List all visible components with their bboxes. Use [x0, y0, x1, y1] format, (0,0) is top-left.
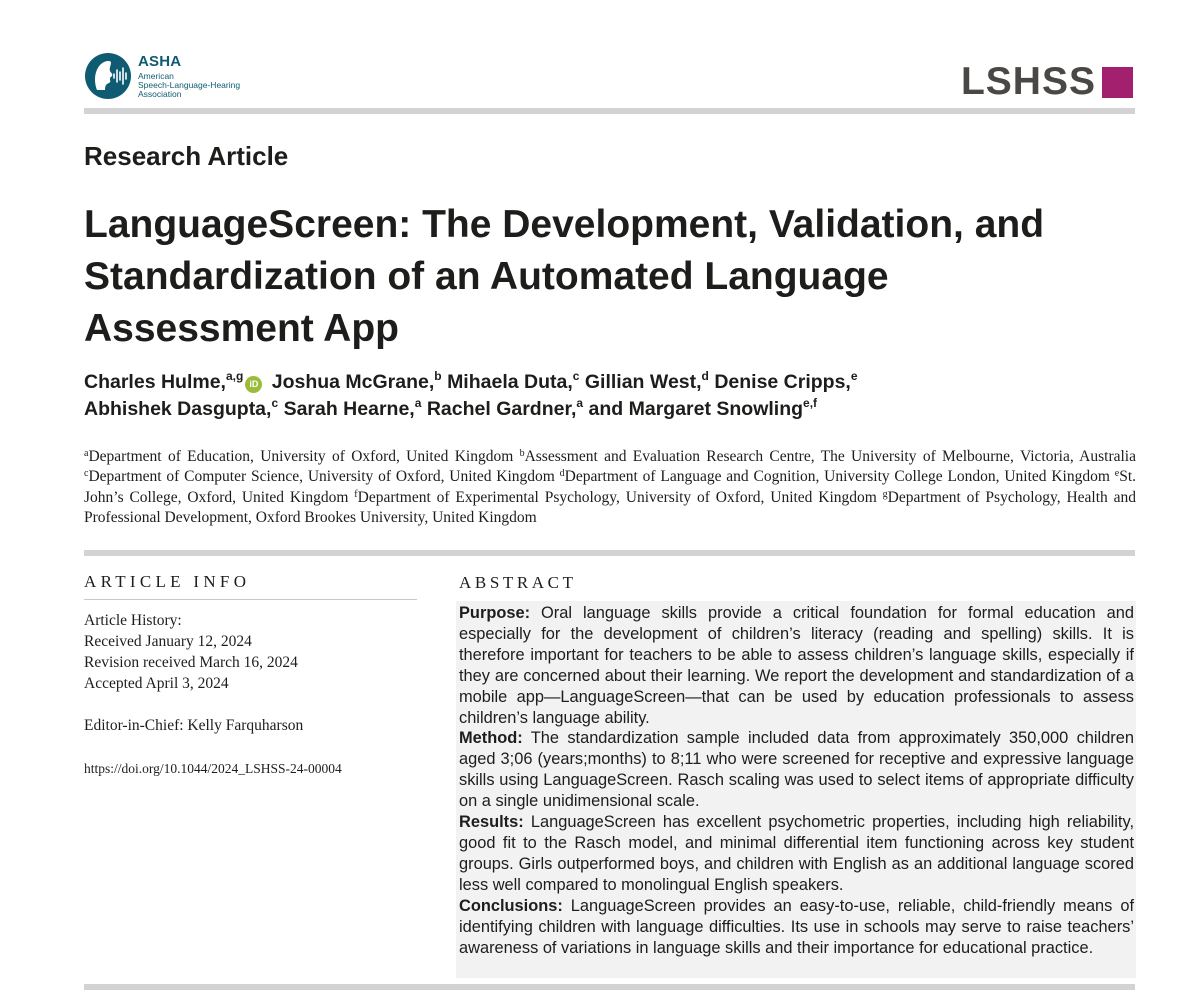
section-label: Purpose: — [459, 604, 531, 622]
author-line — [84, 398, 817, 421]
abstract-section-purpose — [459, 603, 1134, 728]
author-name[interactable]: Mihaela Duta, — [447, 371, 573, 393]
article-history-label: Article History: — [84, 612, 182, 629]
received-date: Received January 12, 2024 — [84, 633, 252, 650]
accepted-date: Accepted April 3, 2024 — [84, 675, 229, 692]
author-affiliation-sup: a,g — [225, 369, 244, 383]
affiliation: Assessment and Evaluation Research Centre, The University of Melbourne, Victoria, Australia — [524, 448, 1136, 465]
logo-name: ASHA — [138, 53, 182, 70]
affiliation-sup: a — [84, 448, 89, 459]
abstract-heading: ABSTRACT — [459, 573, 577, 592]
article-title — [84, 199, 1164, 355]
asha-profile-soundwave-icon — [84, 52, 132, 100]
revision-date: Revision received March 16, 2024 — [84, 654, 298, 671]
journal-logo — [960, 60, 1133, 103]
article-info-heading: ARTICLE INFO — [84, 572, 251, 591]
orcid-icon[interactable]: iD — [245, 376, 262, 393]
author-affiliation-sup: e,f — [803, 396, 818, 410]
header-divider — [84, 108, 1135, 114]
affiliation: Department of Psychology, Health and Professional Development, Oxford Brookes University, United Kingdom — [84, 488, 1136, 526]
title-line: Assessment App — [84, 307, 399, 350]
author-affiliation-sup: b — [434, 369, 442, 383]
affiliation-sup: g — [882, 488, 888, 500]
author-name[interactable]: and Margaret Snowling — [588, 398, 804, 420]
section-label: Conclusions: — [459, 896, 563, 915]
article-info-divider — [84, 599, 417, 600]
affiliation: Department of Computer Science, University of Oxford, United Kingdom — [88, 468, 555, 486]
abstract-body — [459, 603, 1134, 958]
title-line: Standardization of an Automated Language — [84, 255, 889, 298]
affiliation: St. John’s College, Oxford, United Kingdom — [84, 468, 1137, 506]
journal-accent-square — [1102, 67, 1133, 98]
author-name[interactable]: Rachel Gardner, — [426, 398, 577, 420]
affiliation: Department of Language and Cognition, University College London, United Kingdom — [564, 468, 1110, 486]
section-text: Oral language skills provide a critical foundation for formal education and especially for the development of children’s literacy (reading and spelling) skills. It is therefore important for teachers to be able to assess children’s language skills, especially if they are concerned about their learning. We report the development and standardization of a mobile app—LanguageScreen—that can be used by education professionals to assess children’s language ability. — [459, 604, 1134, 727]
affiliations — [84, 447, 1136, 528]
author-affiliation-sup: c — [271, 396, 279, 410]
article-type: Research Article — [84, 141, 289, 171]
section-divider — [84, 550, 1135, 556]
section-text: LanguageScreen provides an easy-to-use, reliable, child-friendly means of identifying children with language difficulties. Its use in schools may serve to raise teachers’ awareness of variations in language skills and their importance for educational practice. — [459, 896, 1134, 957]
affiliation: Department of Experimental Psychology, University of Oxford, United Kingdom — [357, 488, 877, 506]
asha-logo — [84, 52, 384, 102]
title-line: LanguageScreen: The Development, Validation, and — [84, 203, 1045, 246]
logo-subtitle-line: Speech-Language-Hearing — [138, 80, 241, 90]
author-name[interactable]: Joshua McGrane, — [271, 371, 435, 393]
author-name[interactable]: Sarah Hearne, — [283, 398, 415, 420]
abstract-section-conclusions — [459, 896, 1134, 959]
abstract-section-method — [459, 728, 1134, 812]
affiliation-sup: e — [1114, 468, 1120, 480]
affiliation: Department of Education, University of Oxford, United Kingdom — [88, 448, 514, 465]
affiliation-sup: f — [354, 488, 358, 500]
journal-name: LSHSS — [960, 60, 1096, 103]
abstract-section-results — [459, 812, 1134, 896]
author-name[interactable]: Gillian West, — [584, 371, 702, 393]
author-affiliation-sup: a — [576, 396, 584, 410]
author-affiliation-sup: a — [414, 396, 422, 410]
author-affiliation-sup: e — [850, 369, 858, 383]
author-name[interactable]: Abhishek Dasgupta, — [84, 398, 272, 420]
section-text: The standardization sample included data from approximately 350,000 children aged 3;06 (years;months) to 8;11 who were screened for receptive and expressive language skills using LanguageScreen. Rasch scaling was used to select items of appropriate difficulty on a single unidimensional scale. — [459, 729, 1134, 811]
affiliation-sup: d — [559, 468, 565, 480]
footer-divider — [84, 984, 1135, 990]
affiliation-sup: b — [519, 448, 525, 459]
author-name[interactable]: Charles Hulme, — [84, 371, 226, 393]
section-label: Results: — [459, 813, 524, 832]
section-label: Method: — [459, 729, 523, 748]
affiliation-sup: c — [84, 468, 89, 480]
section-text: LanguageScreen has excellent psychometric properties, including high reliability, good fit to the Rasch model, and minimal differential item functioning across key student groups. Girls outperformed boys, and children with English as an additional language scored less well compared to monolingual English speakers. — [459, 813, 1134, 894]
logo-subtitle-line: Association — [138, 89, 182, 99]
doi-link[interactable]: https://doi.org/10.1044/2024_LSHSS-24-00004 — [84, 761, 342, 776]
author-affiliation-sup: d — [701, 369, 709, 383]
author-line — [84, 371, 858, 394]
editor-in-chief: Editor-in-Chief: Kelly Farquharson — [84, 717, 304, 734]
author-affiliation-sup: c — [572, 369, 580, 383]
logo-subtitle-line: American — [138, 71, 174, 81]
author-name[interactable]: Denise Cripps, — [714, 371, 851, 393]
